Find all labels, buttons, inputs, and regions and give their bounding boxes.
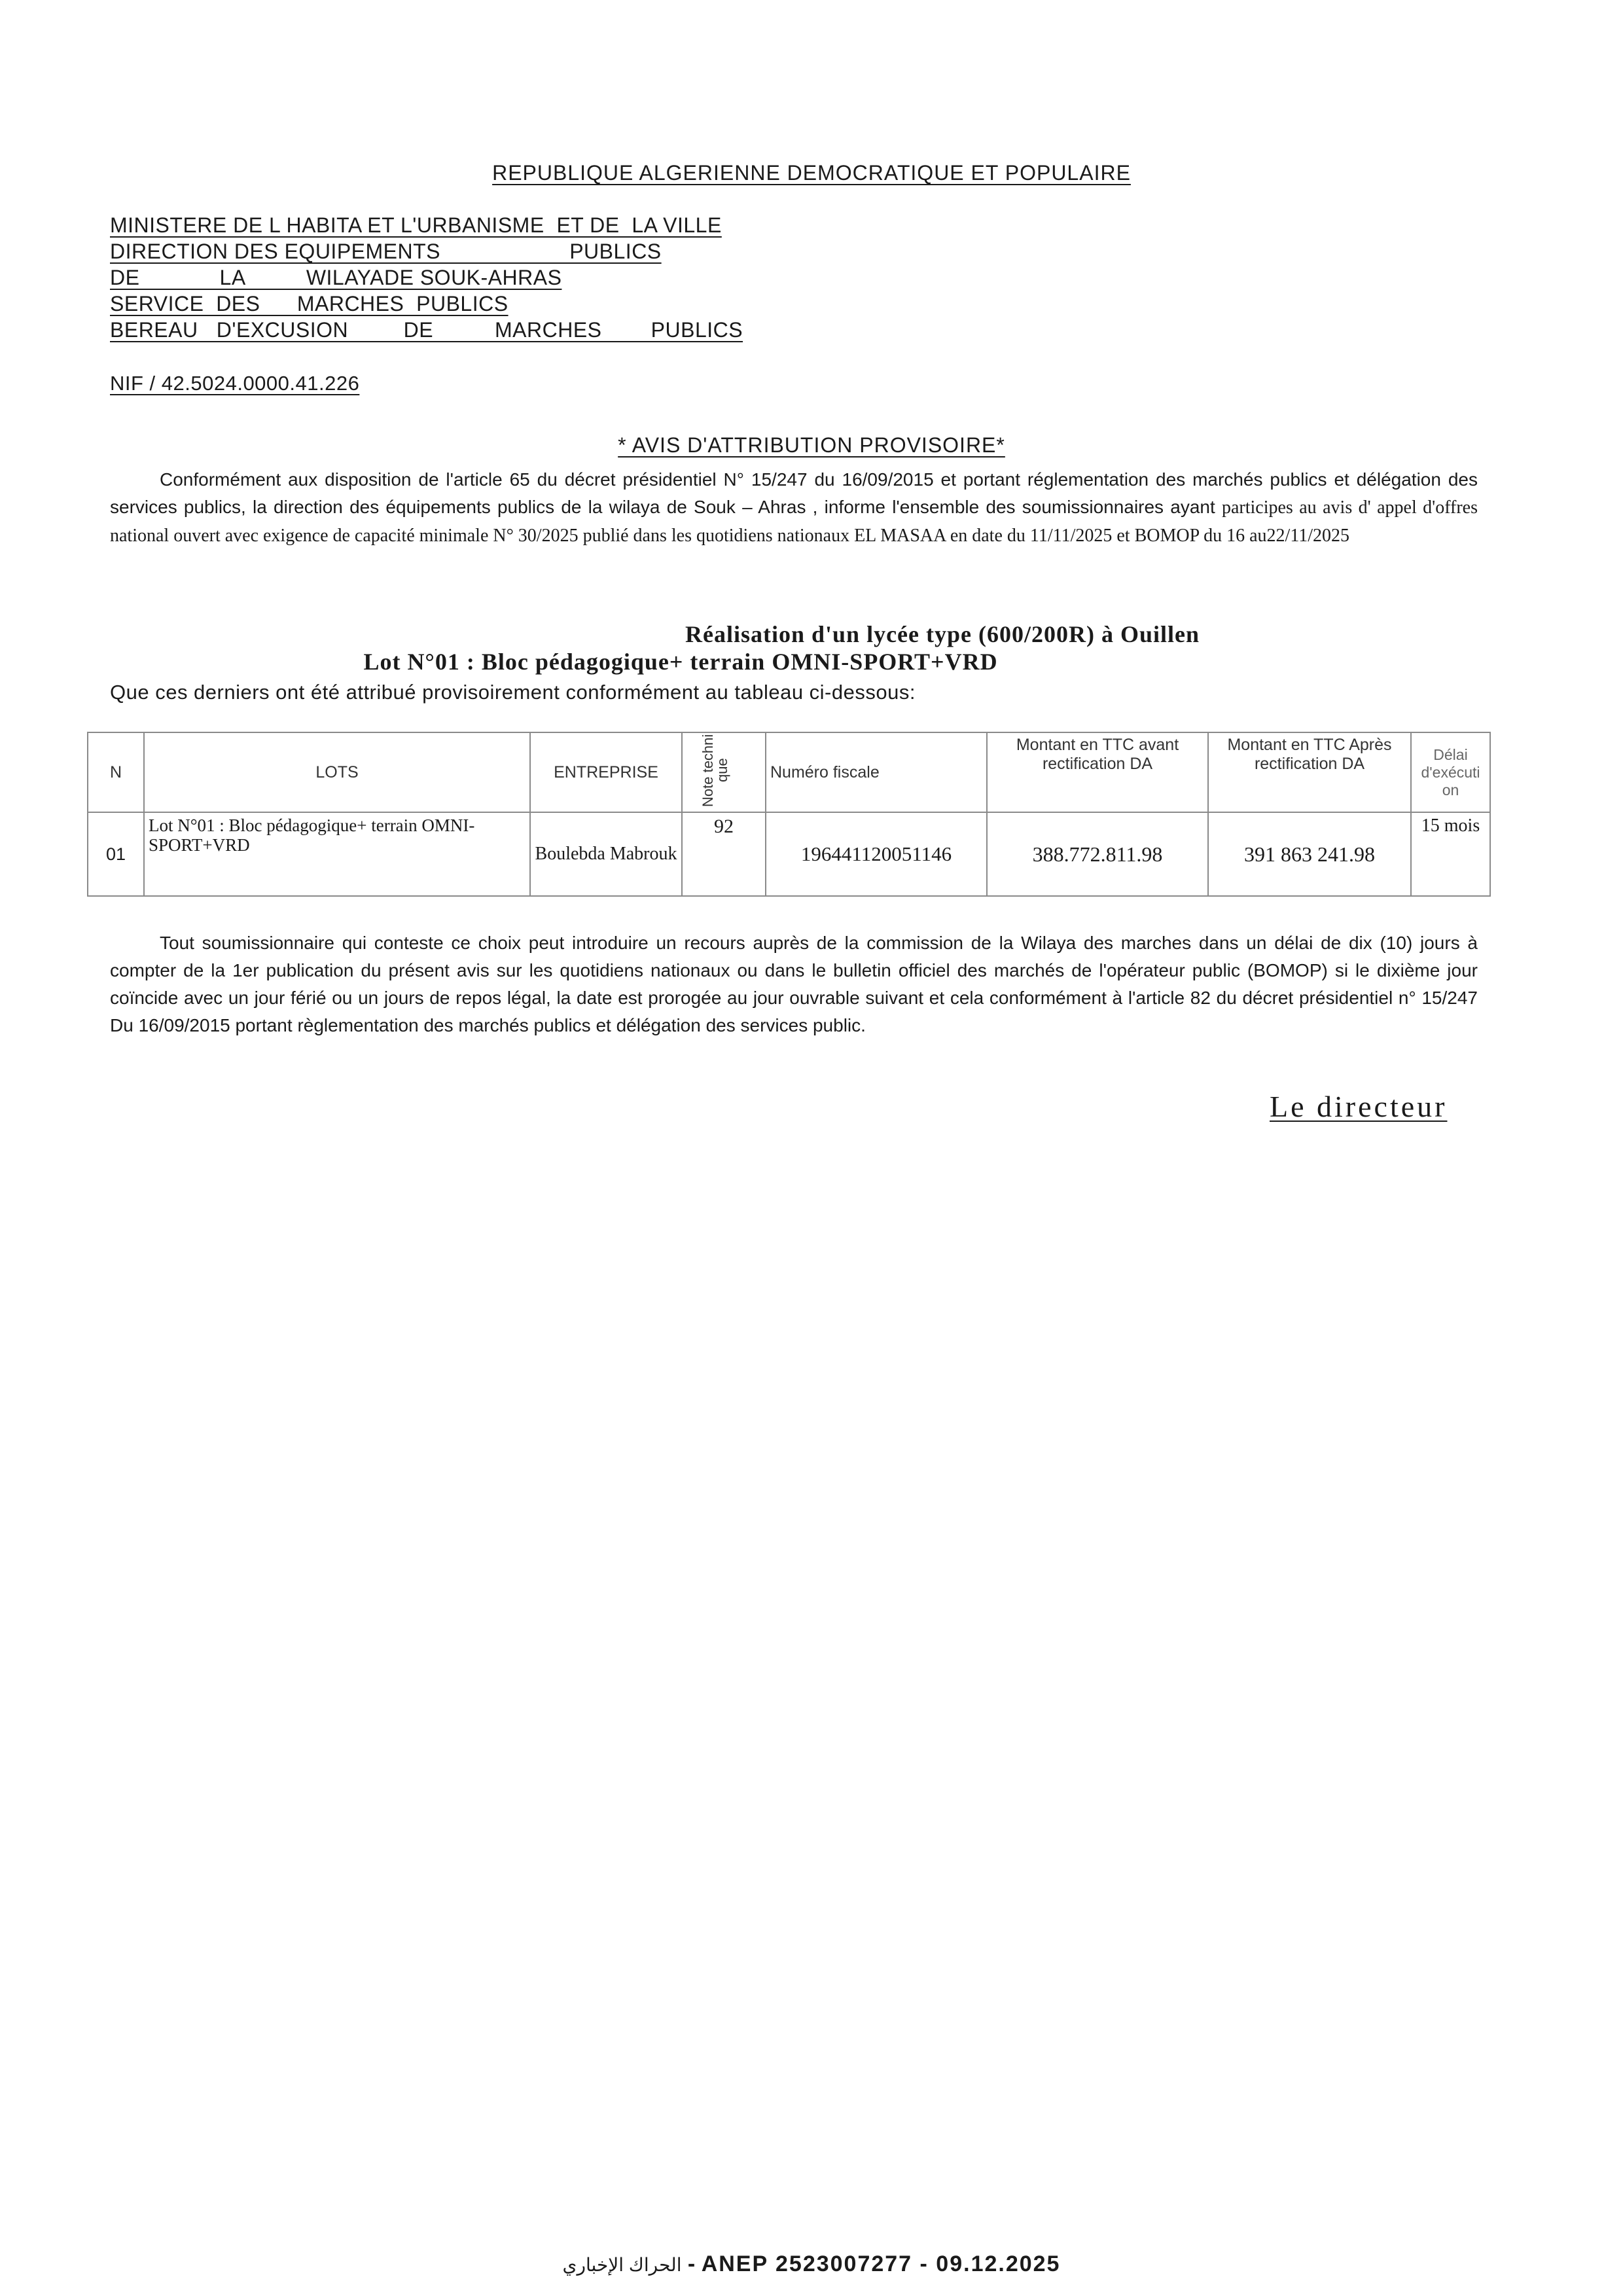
footer [0,2251,1623,2277]
attribution-table [87,732,1491,897]
col-nif: Numéro fiscale [766,732,987,812]
cell-note: 92 [682,812,766,896]
ministry-line: MINISTERE DE L HABITA ET L'URBANISME ET DE LA VILLE [110,213,722,237]
cell-lot: Lot N°01 : Bloc pédagogique+ terrain OMNI-SPORT+VRD [144,812,530,896]
col-note [682,732,766,812]
cell-montant-avant: 388.772.811.98 [987,812,1208,896]
intro-text-b: participes au avis d' appel d'offres national ouvert avec exigence de capacité minimale N° 30/2025 publié dans les quotidiens nationaux EL MASAA en date du 11/11/2025 et BOMOP du 16 au22/11/2025 [110,497,1478,546]
footer-ref: - ANEP 2523007277 - 09.12.2025 [681,2251,1061,2276]
col-n: N [88,732,144,812]
footer-source: الحراك الإخباري [562,2255,682,2275]
col-entreprise: ENTREPRISE [530,732,682,812]
wilaya-line: DE LA WILAYADE SOUK-AHRAS [110,266,562,289]
service-line: SERVICE DES MARCHES PUBLICS [110,292,508,315]
cell-montant-apres: 391 863 241.98 [1208,812,1411,896]
table-header-row [88,732,1490,812]
project-title: Réalisation d'un lycée type (600/200R) à Ouillen [685,621,1200,647]
notice-title: * AVIS D'ATTRIBUTION PROVISOIRE* [618,433,1005,457]
intro-text-a: Conformément aux disposition de l'article 65 du décret présidentiel N° 15/247 du 16/09/2015 et portant réglementation des marchés publics et délégation des services publics, la direction des équipements publics de la wilaya de Souk – Ahras , informe l'ensemble des soumissionnaires ayant [110,469,1478,517]
country-heading: REPUBLIQUE ALGERIENNE DEMOCRATIQUE ET POPULAIRE [492,161,1131,185]
signature: Le directeur [1270,1090,1448,1123]
nif-line: NIF / 42.5024.0000.41.226 [110,372,360,395]
direction-line: DIRECTION DES EQUIPEMENTS PUBLICS [110,240,662,263]
recours-paragraph: Tout soumissionnaire qui conteste ce choix peut introduire un recours auprès de la commission de la Wilaya des marches dans un délai de dix (10) jours à compter de la 1er publication du présent avis sur les quotidiens nationaux ou dans le bulletin officiel des marchés de l'opérateur public (BOMOP) si le dixième jour coïncide avec un jour férié ou un jours de repos légal, la date est prorogée au jour ouvrable suivant et cela conformément à l'article 82 du décret présidentiel n° 15/247 Du 16/09/2015 portant règlementation des marchés publics et délégation des services public. [110,933,1478,1035]
intro-paragraph [110,466,1478,550]
bureau-line: BEREAU D'EXCUSION DE MARCHES PUBLICS [110,318,743,342]
cell-entreprise: Boulebda Mabrouk [530,812,682,896]
col-note-label: Note techni que [700,733,730,807]
lot-title: Lot N°01 : Bloc pédagogique+ terrain OMNI-SPORT+VRD [363,649,998,675]
col-delai: Délai d'exécuti on [1411,732,1490,812]
cell-delai: 15 mois [1411,812,1490,896]
col-lots: LOTS [144,732,530,812]
cell-n: 01 [88,812,144,896]
table-row [88,812,1490,896]
col-montant-avant: Montant en TTC avant rectification DA [987,732,1208,812]
cell-nif: 196441120051146 [766,812,987,896]
col-montant-apres: Montant en TTC Après rectification DA [1208,732,1411,812]
table-intro: Que ces derniers ont été attribué provisoirement conformément au tableau ci-dessous: [110,681,916,704]
